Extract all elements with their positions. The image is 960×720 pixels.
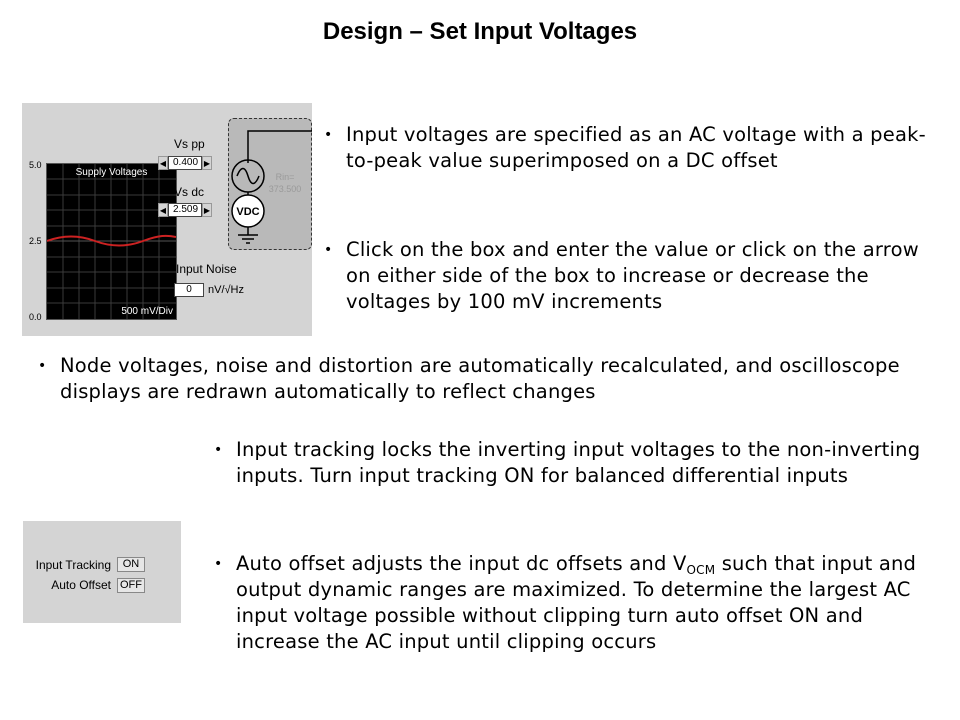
bullet-marker: • (214, 442, 223, 458)
vs-pp-decrement-button[interactable]: ◀ (158, 156, 168, 170)
scope-scale: 500 mV/Div (121, 306, 173, 317)
input-noise-label: Input Noise (176, 262, 237, 276)
vs-dc-spinner (158, 202, 212, 218)
input-voltage-panel (22, 103, 312, 336)
vs-pp-spinner (158, 155, 212, 171)
scope-tick-bottom: 0.0 (29, 312, 42, 322)
scope-grid (47, 164, 176, 319)
vs-pp-input[interactable]: 0.400 (168, 156, 202, 170)
bullet-marker: • (324, 242, 333, 258)
bullet-click-box (324, 237, 946, 315)
rin-title: Rin= (275, 172, 295, 182)
rin-label (262, 171, 308, 195)
noise-unit: nV/√Hz (208, 284, 244, 296)
auto-offset-label: Auto Offset (51, 578, 111, 592)
bullet-input-tracking (214, 437, 941, 489)
supply-voltage-oscilloscope (46, 163, 177, 320)
bullet-auto-offset (214, 551, 941, 655)
vs-dc-input[interactable]: 2.509 (168, 203, 202, 217)
vs-pp-label: Vs pp (174, 137, 205, 151)
bullet-subscript: OCM (686, 563, 716, 577)
bullet-text: Input tracking locks the inverting input voltages to the non-inverting inputs. Turn input tracking ON for balanced differential inputs (236, 438, 921, 487)
bullet-text-pre: Auto offset adjusts the input dc offsets and V (236, 552, 687, 575)
vs-dc-label: Vs dc (174, 185, 205, 199)
bullet-input-voltages (324, 122, 926, 174)
bullet-text: Click on the box and enter the value or click on the arrow on either side of the box to increase or decrease the voltages by 100 mV increments (346, 238, 919, 313)
scope-title: Supply Voltages (75, 167, 148, 178)
input-tracking-toggle[interactable]: ON (117, 557, 145, 572)
bullet-text: Input voltages are specified as an AC voltage with a peak-to-peak value superimposed on a DC offset (346, 123, 926, 172)
vs-dc-increment-button[interactable]: ▶ (202, 203, 212, 217)
vs-dc-decrement-button[interactable]: ◀ (158, 203, 168, 217)
auto-offset-toggle[interactable]: OFF (117, 578, 145, 593)
bullet-marker: • (38, 358, 47, 374)
dc-source-label: VDC (236, 206, 260, 218)
scope-tick-top: 5.0 (29, 160, 42, 170)
vs-pp-increment-button[interactable]: ▶ (202, 156, 212, 170)
bullet-text-post: such that input and output dynamic ranges are maximized. To determine the largest AC input voltage possible without clipping turn auto offset ON and increase the AC input until clipping occurs (236, 552, 917, 653)
scope-tick-mid: 2.5 (29, 236, 42, 246)
input-noise-input[interactable]: 0 (174, 283, 204, 297)
slide-title: Design – Set Input Voltages (322, 18, 638, 45)
bullet-node-voltages (38, 353, 940, 405)
bullet-marker: • (214, 556, 223, 572)
bullet-text: Node voltages, noise and distortion are automatically recalculated, and oscilloscope displays are redrawn automatically to reflect changes (60, 354, 900, 403)
tracking-offset-panel (23, 521, 181, 623)
rin-value: 373.500 (268, 184, 302, 194)
bullet-marker: • (324, 127, 333, 143)
input-tracking-label: Input Tracking (35, 558, 111, 572)
